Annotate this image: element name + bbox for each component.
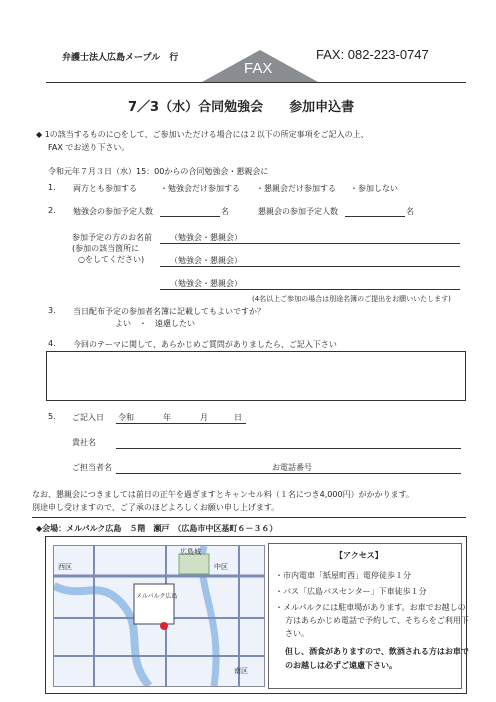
name-entry-2-line[interactable] (160, 266, 460, 267)
roster-answers[interactable]: よい ・ 遠慮したい (115, 319, 195, 328)
person-label: ご担当者名 (72, 463, 112, 472)
cancel-notice-2: 別途申し受けますので、ご了承のほどよろしくお願い申し上げます。 (32, 503, 280, 512)
roster-note: (4名以上ご参加の場合は別途名簿のご提出をお願いいたします) (252, 295, 451, 303)
office-field[interactable] (116, 448, 461, 449)
option-both[interactable]: 両方とも参加する (73, 184, 137, 193)
notice-rule (32, 517, 466, 518)
intro-line-1: ◆ 1の該当するものに○をして、ご参加いただける場合には２以下の所定事項をご記入の上、 (36, 130, 369, 139)
date-label: ご記入日 (72, 413, 104, 422)
date-year: 年 (163, 413, 171, 422)
study-count-unit: 名 (221, 207, 229, 216)
name-entry-3-tag[interactable]: （勉強会・懇親会） (170, 279, 242, 288)
name-entry-3-line[interactable] (160, 289, 460, 290)
map-graphic (54, 546, 264, 686)
access-item-2: ・バス「広島バスセンター」下車徒歩１分 (275, 587, 427, 596)
study-count-field[interactable] (160, 216, 220, 217)
option-study-only[interactable]: ・勉強会だけ参加する (160, 184, 240, 193)
name-entry-1-line[interactable] (160, 243, 460, 244)
date-era: 令和 (118, 413, 134, 422)
map-label-nishi: 西区 (58, 563, 72, 571)
party-count-label: 懇親会の参加予定人数 (258, 207, 338, 216)
phone-label: お電話番号 (272, 463, 312, 472)
cancel-notice-1: なお、懇親会につきましては前日の正午を過ぎますとキャンセル料（１名につき4,000円）がかかります。 (32, 490, 414, 499)
venue-info-box (45, 536, 467, 694)
item2-num: 2. (48, 206, 56, 215)
fax-number: FAX: 082-223-0747 (316, 47, 429, 62)
names-label: 参加予定の方のお名前 (72, 233, 152, 242)
questions-label: 今回のテーマに関して、あらかじめご質問がありましたら、ご記入下さい (73, 340, 337, 349)
access-title: 【アクセス】 (335, 551, 383, 560)
study-count-label: 勉強会の参加予定人数 (73, 207, 153, 216)
intro-line-2: FAX でお送り下さい。 (48, 143, 130, 152)
date-field[interactable] (116, 423, 246, 424)
access-item-5: さい。 (285, 629, 309, 638)
map-label-minami: 南区 (234, 667, 248, 675)
item1-num: 1. (48, 183, 56, 192)
item4-num: 4. (48, 339, 56, 348)
questions-textarea[interactable] (46, 351, 466, 401)
form-title: 7／3（水）合同勉強会 参加申込書 (128, 100, 355, 115)
access-warning-2: のお越しは必ずご遠慮下さい。 (285, 661, 397, 670)
item5-num: 5. (48, 412, 56, 421)
names-hint-1: (参加の該当箇所に (72, 244, 140, 253)
option-party-only[interactable]: ・懇親会だけ参加する (256, 184, 336, 193)
name-entry-1-tag[interactable]: （勉強会・懇親会） (170, 233, 242, 242)
name-entry-2-tag[interactable]: （勉強会・懇親会） (170, 256, 242, 265)
map-label-naka: 中区 (214, 563, 228, 571)
venue-line: ◆会場：メルパルク広島 ５階 瀬戸 （広島市中区基町６－３６） (36, 524, 278, 533)
party-count-unit: 名 (406, 207, 414, 216)
access-warning-1: 但し、酒食がありますので、飲酒される方はお車で (285, 647, 469, 656)
access-item-1: ・市内電車「紙屋町西」電停徒歩１分 (275, 571, 411, 580)
fax-badge-label: FAX (244, 60, 273, 77)
header-rule (46, 82, 466, 83)
date-month: 月 (200, 413, 208, 422)
person-phone-field[interactable] (116, 473, 461, 474)
access-panel (268, 543, 469, 689)
venue-map (53, 545, 265, 687)
map-label-venue: メルパルク広島 (136, 593, 178, 600)
party-count-field[interactable] (345, 216, 405, 217)
item3-num: 3. (48, 306, 56, 315)
access-item-4: 方はあらかじめ電話で予約して、そちらをご利用下 (285, 616, 469, 625)
event-line: 令和元年７月３日（水）15：00からの合同勉強会・懇親会に (48, 167, 269, 176)
access-item-3: ・メルパルクには駐車場があります。お車でお越しの (275, 603, 466, 612)
option-none[interactable]: ・参加しない (350, 184, 398, 193)
office-label: 貴社名 (72, 438, 96, 447)
map-label-castle: 広島城 (180, 548, 201, 556)
recipient: 弁護士法人広島メープル 行 (62, 53, 179, 63)
names-hint-2: ○をしてください) (78, 255, 145, 264)
date-day: 日 (234, 413, 242, 422)
roster-question: 当日配布予定の参加者名簿に記載してもよいですか？ (73, 307, 265, 316)
